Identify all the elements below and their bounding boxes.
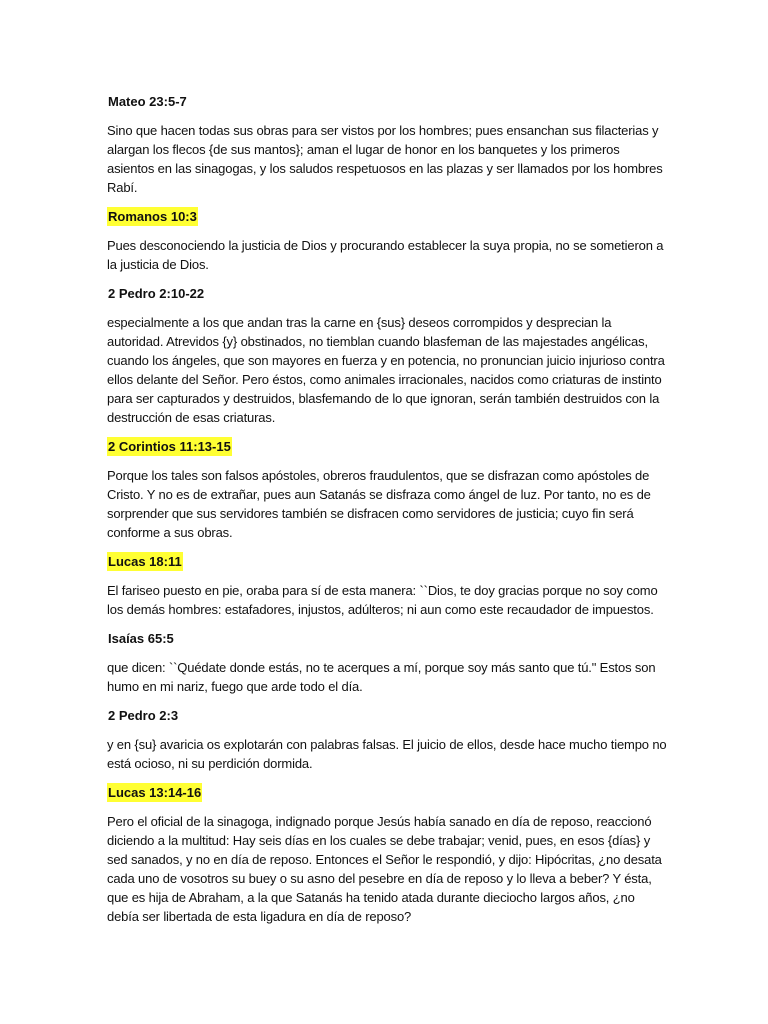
section-lucas-13 [107,783,668,926]
verse-reference-highlighted: Lucas 18:11 [108,554,182,569]
verse-text: Sino que hacen todas sus obras para ser vistos por los hombres; pues ensanchan sus filacterias y alargan los flecos {de sus mantos}; aman el lugar de honor en los banquetes y los primeros asientos en las sinagogas, y los saludos respetuosos en las plazas y ser llamados por los hombres Rabí. [107,123,663,195]
verse-text: especialmente a los que andan tras la carne en {sus} deseos corrompidos y desprecian la autoridad. Atrevidos {y} obstinados, no tiemblan cuando blasfeman de las majestades angélicas, cuando los ángeles, que son mayores en fuerza y en potencia, no pronuncian juicio injurioso contra ellos delante del Señor. Pero éstos, como animales irracionales, nacidos como criaturas de instinto para ser capturados y destruidos, blasfemando de lo que ignoran, serán también destruidos con la destrucción de esas criaturas. [107,315,665,425]
section-2-pedro-2-3 [107,706,668,773]
verse-text: Pues desconociendo la justicia de Dios y procurando establecer la suya propia, no se sometieron a la justicia de Dios. [107,238,664,272]
verse-text: Porque los tales son falsos apóstoles, obreros fraudulentos, que se disfrazan como apóstoles de Cristo. Y no es de extrañar, pues aun Satanás se disfraza como ángel de luz. Por tanto, no es de sorprender que sus servidores también se disfracen como servidores de justicia; cuyo fin será conforme a sus obras. [107,468,651,540]
section-mateo-23 [107,92,668,197]
verse-text: que dicen: ``Quédate donde estás, no te acerques a mí, porque soy más santo que tú." Estos son humo en mi nariz, fuego que arde todo el día. [107,660,656,694]
verse-reference: 2 Pedro 2:10-22 [108,286,205,301]
section-2-pedro-2-10 [107,284,668,427]
section-2-corintios-11 [107,437,668,542]
section-lucas-18 [107,552,668,619]
section-isaias-65 [107,629,668,696]
verse-text: Pero el oficial de la sinagoga, indignado porque Jesús había sanado en día de reposo, reaccionó diciendo a la multitud: Hay seis días en los cuales se debe trabajar; venid, pues, en esos {días} y sed sanados, y no en día de reposo. Entonces el Señor le respondió, y dijo: Hipócritas, ¿no desata cada uno de vosotros su buey o su asno del pesebre en día de reposo y lo lleva a beber? Y ésta, que es hija de Abraham, a la que Satanás ha tenido atada durante dieciocho largos años, ¿no debía ser libertada de esta ligadura en día de reposo? [107,814,662,924]
verse-reference-highlighted: 2 Corintios 11:13-15 [108,439,231,454]
verse-reference-highlighted: Romanos 10:3 [108,209,197,224]
verse-reference: Mateo 23:5-7 [108,94,187,109]
verse-reference: 2 Pedro 2:3 [108,708,179,723]
verse-text: El fariseo puesto en pie, oraba para sí de esta manera: ``Dios, te doy gracias porque no soy como los demás hombres: estafadores, injustos, adúlteros; ni aun como este recaudador de impuestos. [107,583,658,617]
verse-reference: Isaías 65:5 [108,631,174,646]
verse-text: y en {su} avaricia os explotarán con palabras falsas. El juicio de ellos, desde hace mucho tiempo no está ocioso, ni su perdición dormida. [107,737,667,771]
section-romanos-10 [107,207,668,274]
verse-reference-highlighted: Lucas 13:14-16 [108,785,202,800]
